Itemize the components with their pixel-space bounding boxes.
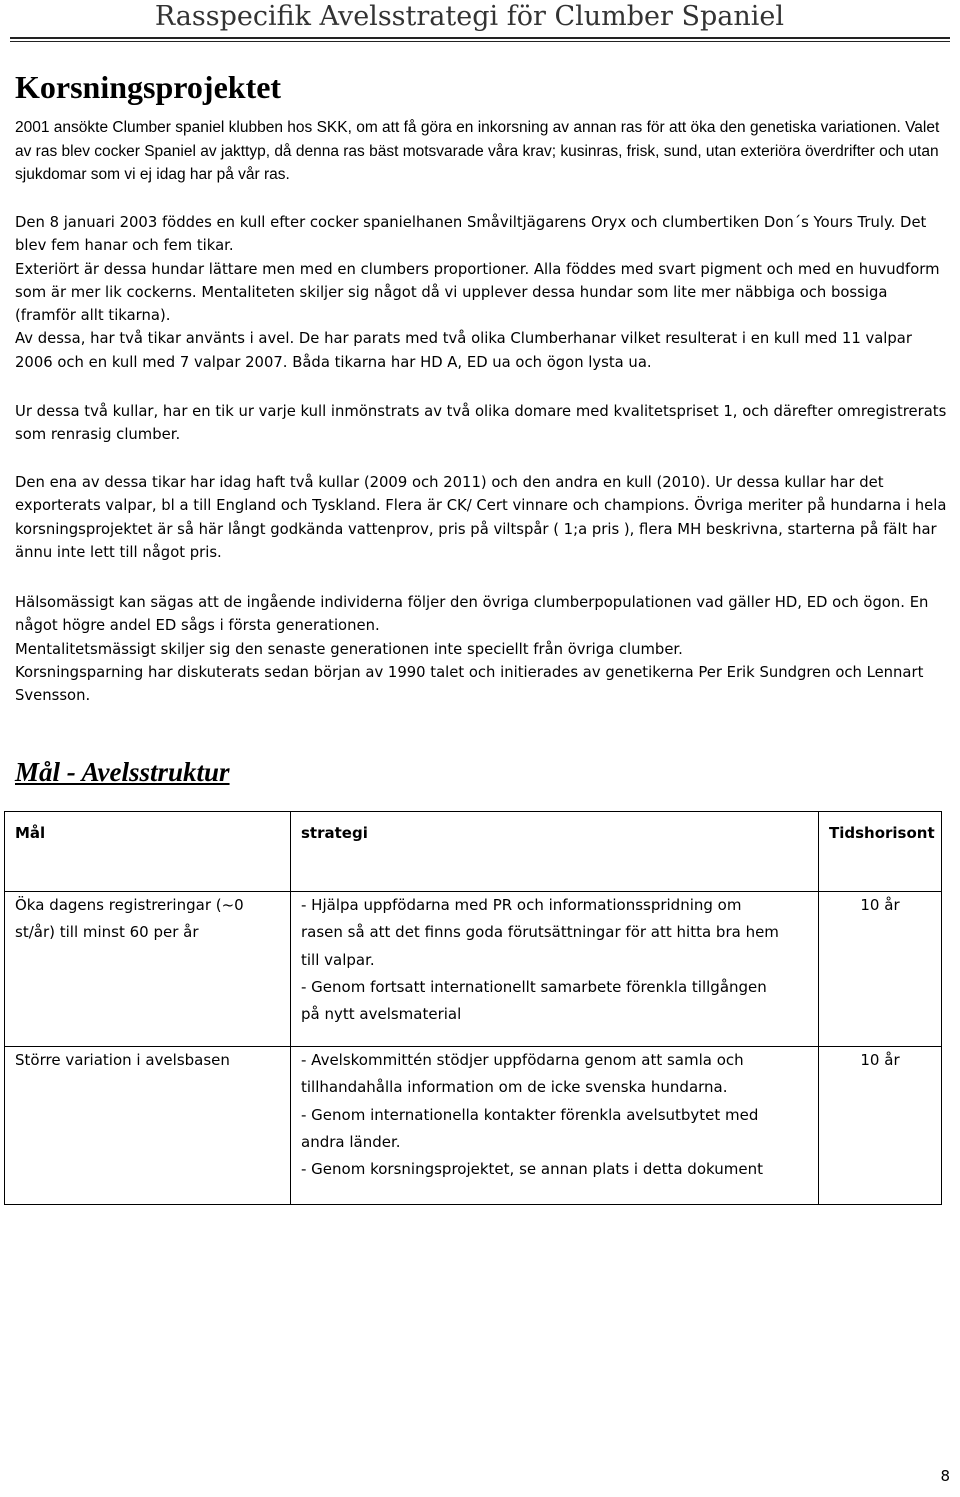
section-heading-mal-avelsstruktur: Mål - Avelsstruktur	[15, 757, 230, 787]
horizon-cell: 10 år	[819, 892, 942, 1047]
strategy-cell	[291, 892, 819, 1047]
paragraph-litters-merits: Den ena av dessa tikar har idag haft två kullar (2009 och 2011) och den andra en kull (2010). Ur dessa kullar har det exporterats valpar, bl a till England och Tyskland. Flera är CK/ Cert vinnare och champions. Övriga meriter på hundarna i hela korsningsprojektet är så här långt godkända vattenprov, pris på viltspår ( 1;a pris ), flera MH beskrivna, starterna på fält har ännu inte lett till något pris.	[15, 474, 947, 561]
strategy-line: - Genom internationella kontakter förenkla avelsutbytet med	[301, 1105, 759, 1124]
goal-line: Större variation i avelsbasen	[15, 1051, 230, 1069]
body-block-1	[15, 211, 950, 374]
header-cell-horizon: Tidshorisont	[819, 812, 942, 892]
strategy-line: rasen så att det finns goda förutsättningar för att hitta bra hem	[301, 923, 779, 942]
header-rule	[10, 37, 950, 39]
strategy-line: - Avelskommittén stödjer uppfödarna genom att samla och	[301, 1051, 744, 1069]
strategy-line: - Hjälpa uppfödarna med PR och informationsspridning om	[301, 896, 742, 914]
strategy-line: - Genom korsningsprojektet, se annan plats i detta dokument	[301, 1160, 763, 1179]
goal-cell	[5, 1047, 291, 1205]
strategy-line: till valpar.	[301, 950, 375, 969]
paragraph-mentality: Mentalitetsmässigt skiljer sig den senaste generationen inte speciellt från övriga clumber.	[15, 640, 683, 658]
page-number: 8	[940, 1467, 950, 1485]
body-block-4	[15, 591, 950, 707]
table-header-row	[5, 812, 942, 892]
paragraph-registration: Ur dessa två kullar, har en tik ur varje kull inmönstrats av två olika domare med kvalitetspriset 1, och därefter omregistrerats som renrasig clumber.	[15, 403, 947, 444]
goal-line: Öka dagens registreringar (~0	[15, 896, 244, 914]
intro-paragraph: 2001 ansökte Clumber spaniel klubben hos SKK, om att få göra en inkorsning av annan ras för att öka den genetiska variationen. Valet av ras blev cocker Spaniel av jakttyp, då denna ras bäst motsvarade våra krav; kusinras, frisk, sund, utan exteriöra överdrifter och utan sjukdomar som vi ej idag har på vår ras.	[15, 119, 940, 183]
goal-cell	[5, 892, 291, 1047]
strategy-line: tillhandahålla information om de icke svenska hundarna.	[301, 1078, 728, 1097]
goal-line: st/år) till minst 60 per år	[15, 923, 199, 942]
paragraph-health: Hälsomässigt kan sägas att de ingående individerna följer den övriga clumberpopulationen vad gäller HD, ED och ögon. En något högre andel ED sågs i första generationen.	[15, 594, 929, 635]
body-block-2	[15, 400, 950, 447]
document-header-title: Rasspecifik Avelsstrategi för Clumber Spaniel	[154, 1, 784, 32]
paragraph-breeding: Av dessa, har två tikar använts i avel. De har parats med två olika Clumberhanar vilket resulterat i en kull med 11 valpar 2006 och en kull med 7 valpar 2007. Båda tikarna har HD A, ED ua och ögon lysta ua.	[15, 330, 912, 371]
header-rule-thin	[10, 41, 950, 42]
table-row	[5, 892, 942, 1047]
paragraph-litter-2003: Den 8 januari 2003 föddes en kull efter cocker spanielhanen Småviltjägarens Oryx och clumbertiken Don´s Yours Truly. Det blev fem hanar och fem tikar.	[15, 214, 927, 255]
section-heading-korsningsprojektet: Korsningsprojektet	[15, 69, 282, 105]
strategy-line: - Genom fortsatt internationellt samarbete förenkla tillgången	[301, 977, 767, 996]
strategy-line: andra länder.	[301, 1132, 401, 1151]
strategy-cell	[291, 1047, 819, 1205]
strategy-line: på nytt avelsmaterial	[301, 1005, 462, 1024]
paragraph-history: Korsningsparning har diskuterats sedan början av 1990 talet och initierades av genetikerna Per Erik Sundgren och Lennart Svensson.	[15, 663, 924, 705]
body-block-3	[15, 471, 950, 564]
paragraph-exterior: Exteriört är dessa hundar lättare men med en clumbers proportioner. Alla föddes med svart pigment och med en huvudform som är mer lik cockerns. Mentaliteten skiljer sig något då vi upplever dessa hundar som lite mer näbbiga och bossiga (framför allt tikarna).	[15, 260, 940, 325]
header-cell-strategy: strategi	[291, 812, 819, 892]
goals-table	[4, 811, 942, 1205]
header-cell-goal: Mål	[5, 812, 291, 892]
horizon-cell: 10 år	[819, 1047, 942, 1205]
table-row	[5, 1047, 942, 1205]
